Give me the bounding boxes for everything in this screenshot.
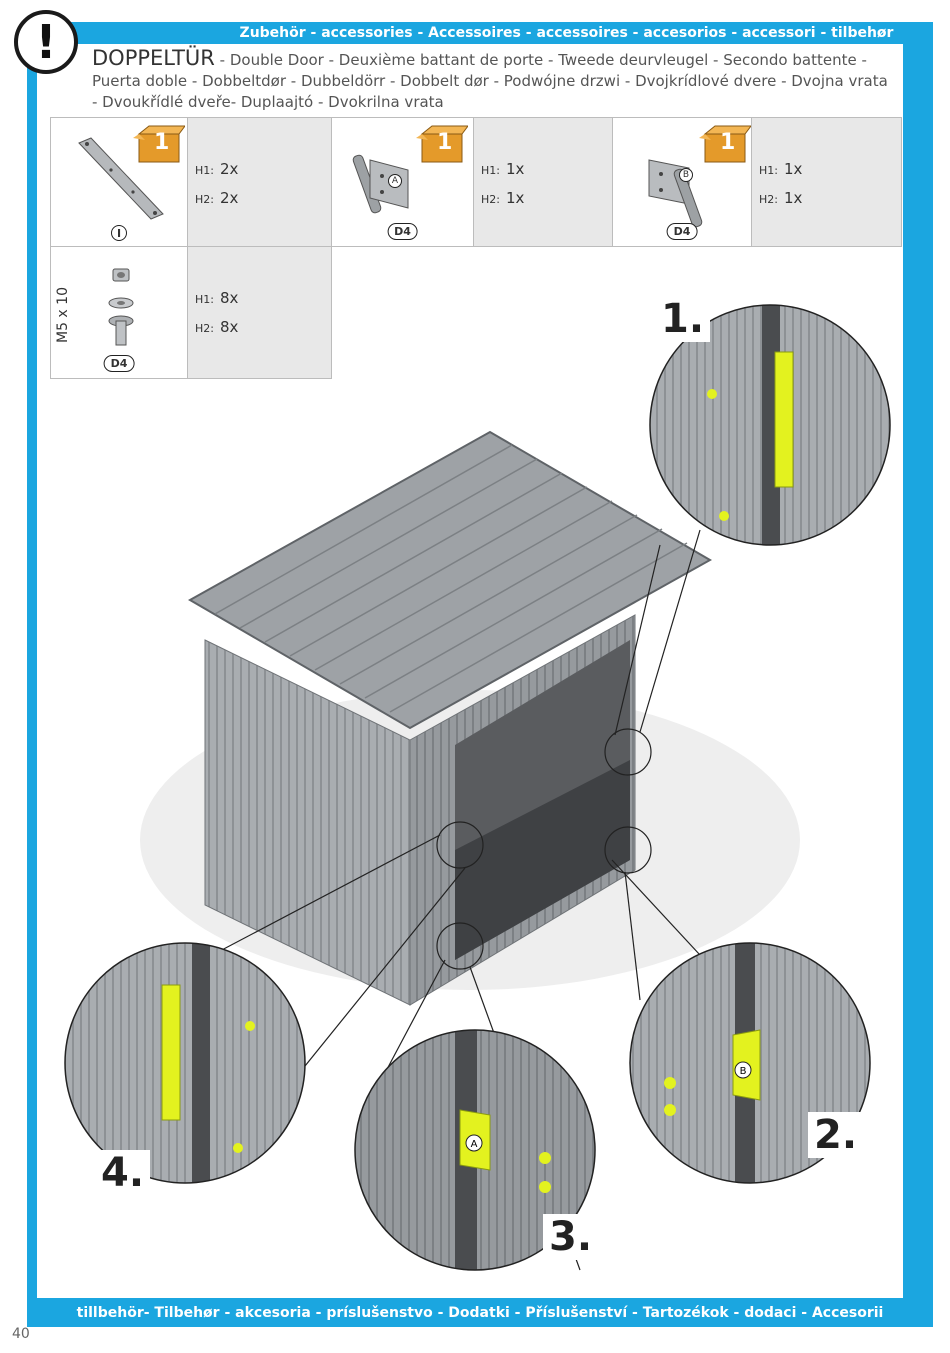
screw-size-label: M5 x 10 <box>55 287 71 343</box>
hinge-marker: A <box>388 174 402 188</box>
marker-b: B <box>739 1066 747 1077</box>
part-code: I <box>111 225 127 241</box>
h1-label: H1: <box>195 164 214 177</box>
exclamation-icon: ! <box>14 10 78 74</box>
h2-value: 2x <box>219 189 239 207</box>
h1-label: H1: <box>759 164 778 177</box>
h2-label: H2: <box>759 193 778 206</box>
part-code: D4 <box>387 223 418 240</box>
h2-label: H2: <box>195 322 214 335</box>
h1-label: H1: <box>195 293 214 306</box>
step-number-4: 4. <box>95 1150 150 1196</box>
box-count: 1 <box>437 130 453 155</box>
h1-value: 1x <box>783 160 803 178</box>
box-count: 1 <box>720 130 736 155</box>
h1-value: 8x <box>219 289 239 307</box>
h2-value: 8x <box>219 318 239 336</box>
step-number-1: 1. <box>655 296 710 342</box>
title-translations: - Double Door - Deuxième battant de porte - Tweede deurvleugel - Secondo battente - Puerta doble - Dobbeltdør - Dubbeldörr - Dobbelt dør - Podwójne drzwi - Dvojkrídlové dvere - Dvojna vrata - Dvoukřídlé dveře- Duplaajtó - Dvokrilna vrata <box>92 51 888 111</box>
h2-value: 1x <box>505 189 525 207</box>
h2-label: H2: <box>195 193 214 206</box>
part-code: D4 <box>667 223 698 240</box>
accessories-banner-top: Zubehör - accessories - Accessoires - accessoires - accesorios - accessori - tilbehør <box>239 25 894 41</box>
h1-value: 2x <box>219 160 239 178</box>
step-number-2: 2. <box>808 1112 863 1158</box>
hinge-marker: B <box>679 168 693 182</box>
h1-label: H1: <box>481 164 500 177</box>
step-number-3: 3. <box>543 1214 598 1260</box>
page-number: 40 <box>12 1326 30 1342</box>
accessories-banner-bottom: tillbehör- Tilbehør - akcesoria - príslušenstvo - Dodatki - Příslušenství - Tartozékok - dodaci - Accesorii <box>76 1305 884 1321</box>
zoom-detail-4 <box>65 943 305 1183</box>
h2-label: H2: <box>481 193 500 206</box>
part-code: D4 <box>104 355 135 372</box>
box-count: 1 <box>154 130 170 155</box>
h2-value: 1x <box>783 189 803 207</box>
h1-value: 1x <box>505 160 525 178</box>
title-main: DOPPELTÜR <box>92 46 215 70</box>
marker-a: A <box>470 1139 478 1150</box>
